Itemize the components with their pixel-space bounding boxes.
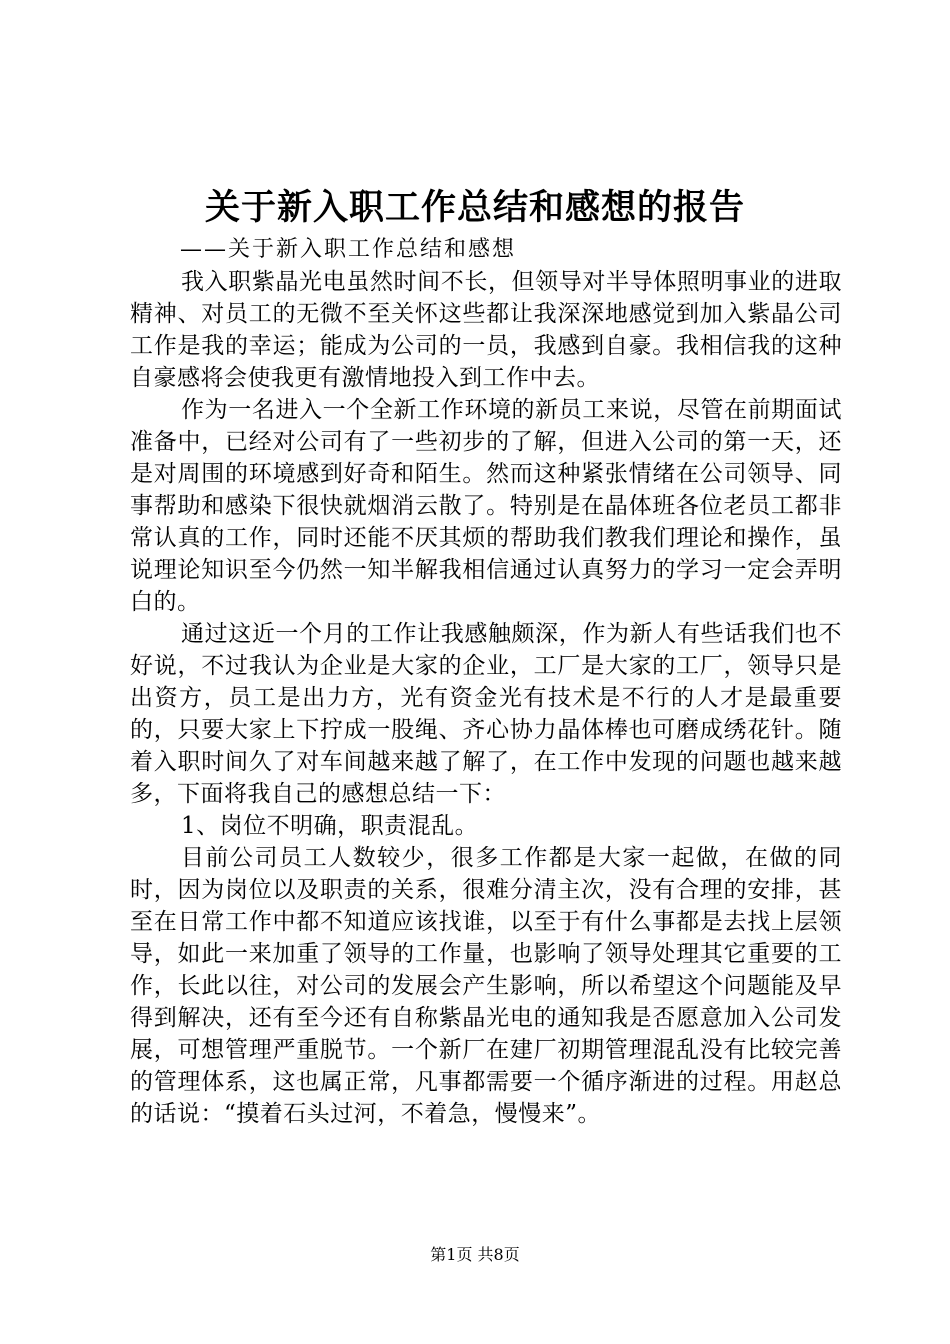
paragraph: 目前公司员工人数较少，很多工作都是大家一起做，在做的同时，因为岗位以及职责的关系，很难分清主次，没有合理的安排，甚至在日常工作中都不知道应该找谁，以至于有什么事都是去找上层领导，如此一来加重了领导的工作量，也影响了领导处理其它重要的工作，长此以往，对公司的发展会产生影响，所以希望这个问题能及早得到解决，还有至今还有自称紫晶光电的通知我是否愿意加入公司发展，可想管理严重脱节。一个新厂在建厂初期管理混乱没有比较完善的管理体系，这也属正常，凡事都需要一个循序渐进的过程。用赵总的话说：“摸着石头过河，不着急，慢慢来”。 — [130, 845, 842, 1127]
section-heading: 1、岗位不明确，职责混乱。 — [181, 813, 479, 839]
page-footer: 第1页 共8页 — [430, 1245, 520, 1264]
paragraph: 通过这近一个月的工作让我感触颇深，作为新人有些话我们也不好说，不过我认为企业是大家的企业，工厂是大家的工厂，领导只是出资方，员工是出力方，光有资金光有技术是不行的人才是最重要的，只要大家上下拧成一股绳、齐心协力晶体棒也可磨成绣花针。随着入职时间久了对车间越来越了解了，在工作中发现的问题也越来越多，下面将我自己的感想总结一下： — [130, 621, 842, 807]
document-subtitle: ——关于新入职工作总结和感想 — [180, 237, 517, 262]
document-title: 关于新入职工作总结和感想的报告 — [204, 187, 745, 228]
paragraph: 我入职紫晶光电虽然时间不长，但领导对半导体照明事业的进取精神、对员工的无微不至关怀这些都让我深深地感觉到加入紫晶公司工作是我的幸运；能成为公司的一员，我感到自豪。我相信我的这种自豪感将会使我更有激情地投入到工作中去。 — [130, 269, 842, 391]
document-body — [130, 266, 842, 1130]
paragraph: 作为一名进入一个全新工作环境的新员工来说，尽管在前期面试准备中，已经对公司有了一些初步的了解，但进入公司的第一天，还是对周围的环境感到好奇和陌生。然而这种紧张情绪在公司领导、同事帮助和感染下很快就烟消云散了。特别是在晶体班各位老员工都非常认真的工作，同时还能不厌其烦的帮助我们教我们理论和操作，虽说理论知识至今仍然一知半解我相信通过认真努力的学习一定会弄明白的。 — [130, 397, 842, 615]
